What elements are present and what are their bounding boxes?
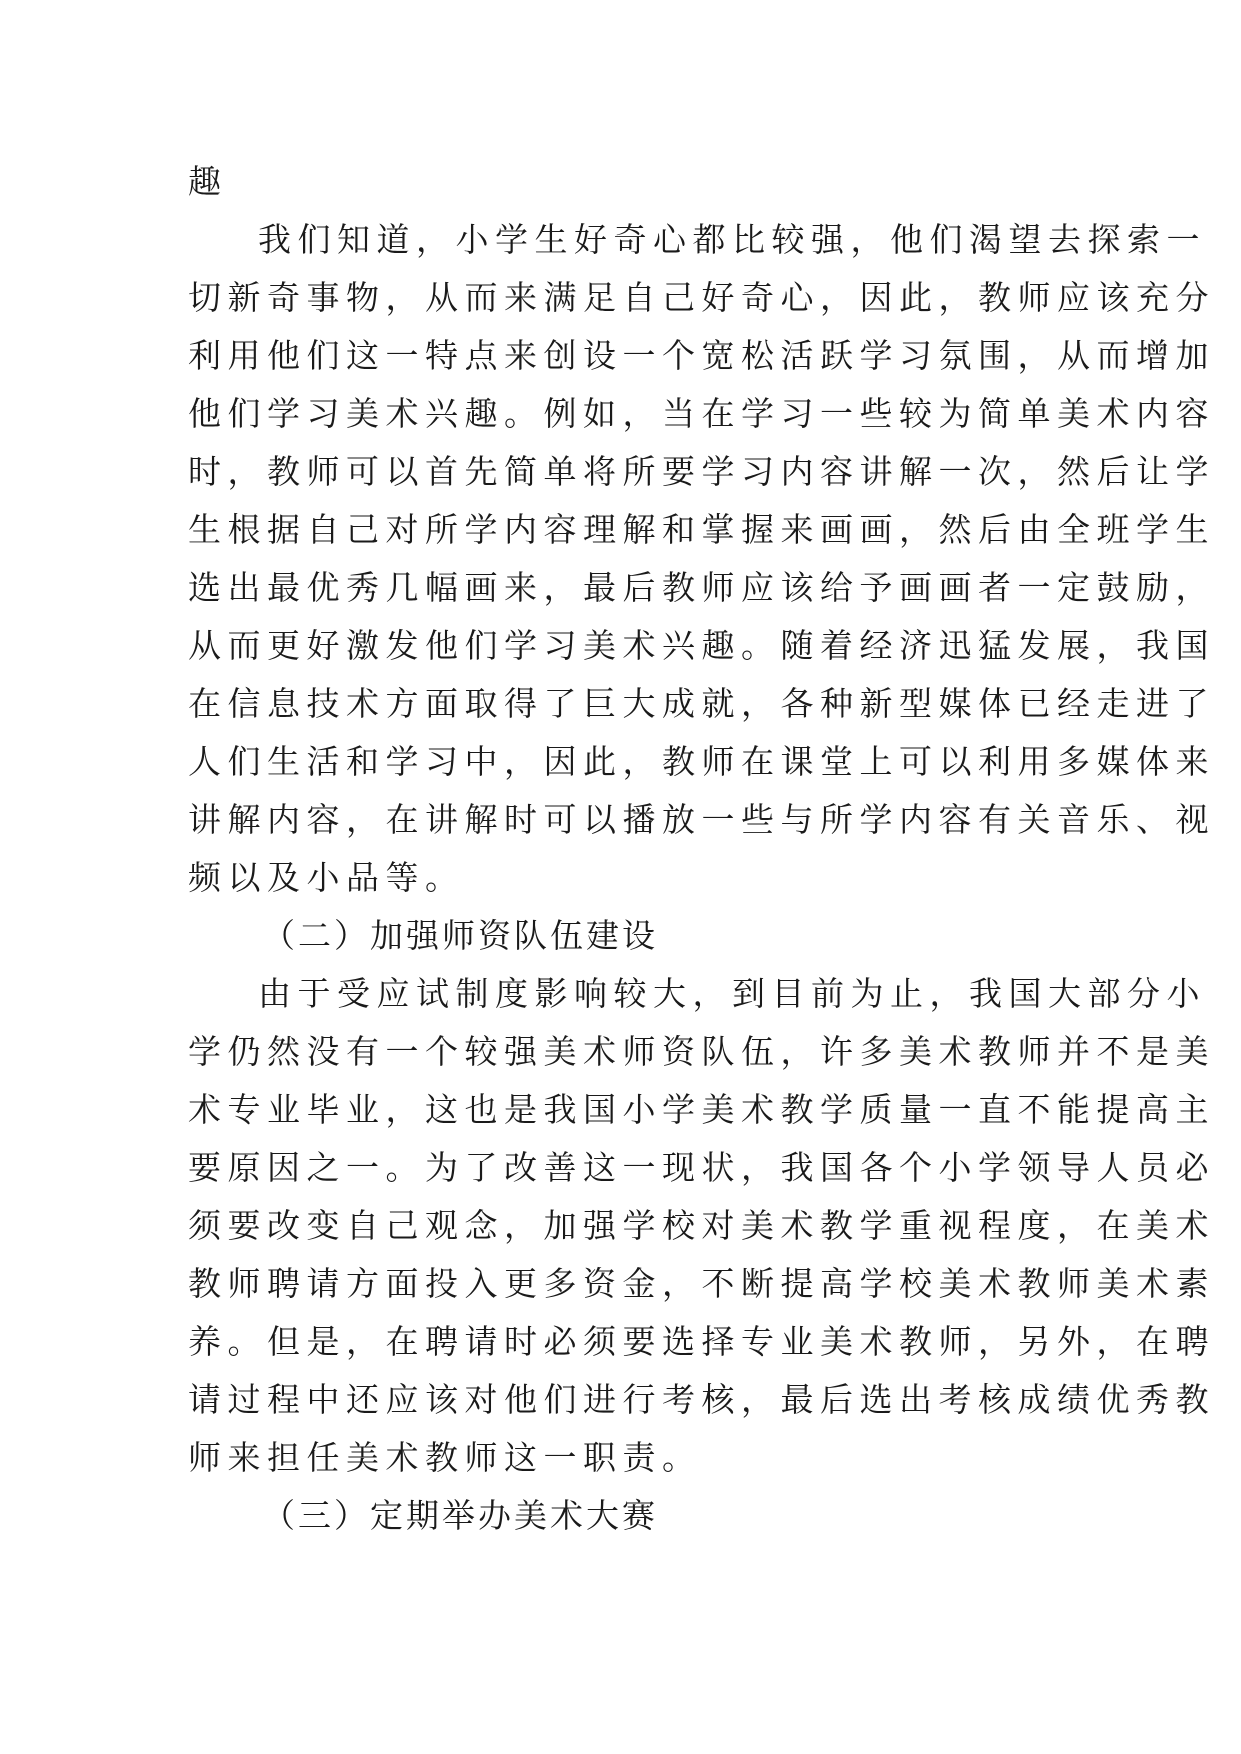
text-line: 在信息技术方面取得了巨大成就，各种新型媒体已经走进了 xyxy=(188,684,1215,723)
text-line: 利用他们这一特点来创设一个宽松活跃学习氛围，从而增加 xyxy=(188,336,1215,375)
text-line: 趣 xyxy=(188,162,228,201)
section-heading: （二）加强师资队伍建设 xyxy=(262,916,658,955)
text-line: 选出最优秀几幅画来，最后教师应该给予画画者一定鼓励， xyxy=(188,568,1215,607)
text-line: 生根据自己对所学内容理解和掌握来画画，然后由全班学生 xyxy=(188,510,1215,549)
text-line: 切新奇事物，从而来满足自己好奇心，因此，教师应该充分 xyxy=(188,278,1215,317)
text-line: 术专业毕业，这也是我国小学美术教学质量一直不能提高主 xyxy=(188,1090,1215,1129)
text-line: 养。但是，在聘请时必须要选择专业美术教师，另外，在聘 xyxy=(188,1322,1215,1361)
text-line: 讲解内容，在讲解时可以播放一些与所学内容有关音乐、视 xyxy=(188,800,1215,839)
paragraph-first-line: 我们知道，小学生好奇心都比较强，他们渴望去探索一 xyxy=(258,220,1206,259)
text-line: 他们学习美术兴趣。例如，当在学习一些较为简单美术内容 xyxy=(188,394,1215,433)
text-line: 要原因之一。为了改善这一现状，我国各个小学领导人员必 xyxy=(188,1148,1215,1187)
text-line: 人们生活和学习中，因此，教师在课堂上可以利用多媒体来 xyxy=(188,742,1215,781)
text-line: 学仍然没有一个较强美术师资队伍，许多美术教师并不是美 xyxy=(188,1032,1215,1071)
text-line: 从而更好激发他们学习美术兴趣。随着经济迅猛发展，我国 xyxy=(188,626,1215,665)
text-line: 频以及小品等。 xyxy=(188,858,465,897)
text-line: 请过程中还应该对他们进行考核，最后选出考核成绩优秀教 xyxy=(188,1380,1215,1419)
text-line: 教师聘请方面投入更多资金，不断提高学校美术教师美术素 xyxy=(188,1264,1215,1303)
text-line: 时，教师可以首先简单将所要学习内容讲解一次，然后让学 xyxy=(188,452,1215,491)
text-line: 师来担任美术教师这一职责。 xyxy=(188,1438,702,1477)
section-heading: （三）定期举办美术大赛 xyxy=(262,1496,658,1535)
text-line: 须要改变自己观念，加强学校对美术教学重视程度，在美术 xyxy=(188,1206,1215,1245)
paragraph-first-line: 由于受应试制度影响较大，到目前为止，我国大部分小 xyxy=(258,974,1206,1013)
